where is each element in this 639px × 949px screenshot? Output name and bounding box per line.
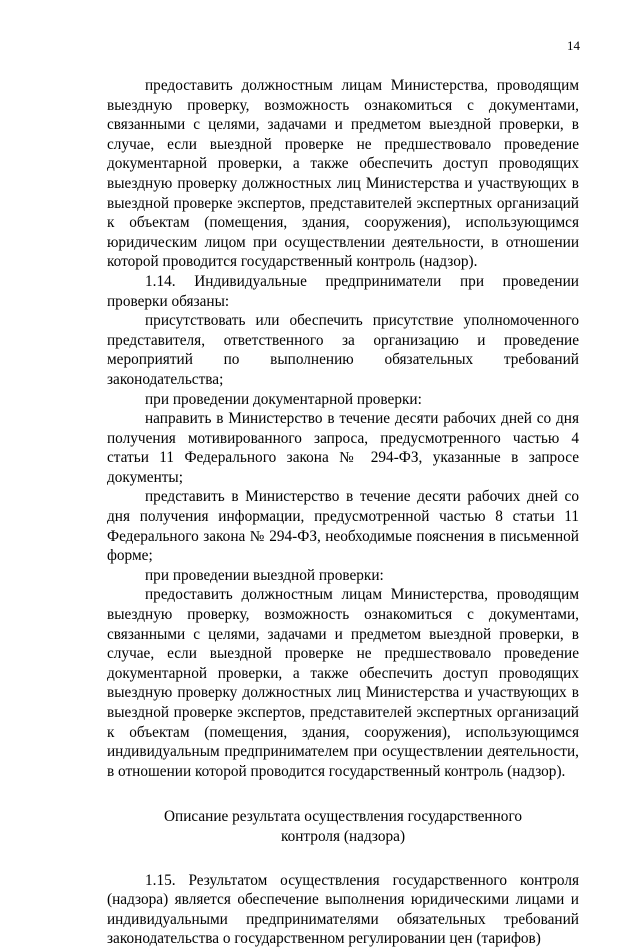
section-heading (107, 807, 579, 846)
paragraph-provide-explanations: представить в Министерство в течение десяти рабочих дней со дня получения информации, предусмотренной частью 8 статьи 11 Федерального закона № 294-ФЗ, необходимые пояснения в письменной форме; (107, 488, 579, 565)
section-heading-line1: Описание результата осуществления государственного (163, 808, 522, 826)
paragraph-1-14-ip-obligations: 1.14. Индивидуальные предприниматели при проведении проверки обязаны: (107, 272, 579, 310)
paragraph-send-documents: направить в Министерство в течение десяти рабочих дней со дня получения мотивированного запроса, предусмотренного частью 4 статьи 11 Федерального закона № 294-ФЗ, указанные в запросе документы; (107, 410, 579, 486)
paragraph-le-access: предоставить должностным лицам Министерства, проводящим выездную проверку, возможность ознакомиться с документами, связанными с целями, задачами и предметом выездной проверки, в случае, если выездной проверке не предшествовало проведение документарной проверки, а также обеспечить доступ проводящих выездную проверку должностных лиц Министерства и участвующих в выездной проверке экспертов, представителей экспертных организаций к объектам (помещения, здания, сооружения), использующимся юридическим лицом при осуществлении деятельности, в отношении которой проводится государственный контроль (надзор). (107, 77, 579, 271)
paragraph-ip-access: предоставить должностным лицам Министерства, проводящим выездную проверку, возможность ознакомиться с документами, связанными с целями, задачами и предметом выездной проверки, в случае, если выездной проверке не предшествовало проведение документарной проверки, а также обеспечить доступ проводящих выездную проверку должностных лиц Министерства и участвующих в выездной проверке экспертов, представителей экспертных организаций к объектам (помещения, здания, сооружения), использующимся индивидуальным предпринимателем при осуществлении деятельности, в отношении которой проводится государственный контроль (надзор). (107, 586, 579, 780)
paragraph-onsite-check: при проведении выездной проверки: (145, 566, 384, 584)
page-number: 14 (567, 38, 580, 53)
section-heading-line2: контроля (надзора) (280, 827, 406, 845)
document-body (107, 76, 579, 949)
paragraph-1-15-result: 1.15. Результатом осуществления государственного контроля (надзора) является обеспечение выполнения юридическими лицами и индивидуальными предпринимателями обязательных требований законодательства о государственном регулировании цен (тарифов) (107, 871, 579, 948)
paragraph-documentary-check: при проведении документарной проверки: (145, 390, 422, 408)
paragraph-ip-representative: присутствовать или обеспечить присутствие уполномоченного представителя, ответственного за организацию и проведение мероприятий по выполнению обязательных требований законодательства; (107, 312, 579, 388)
